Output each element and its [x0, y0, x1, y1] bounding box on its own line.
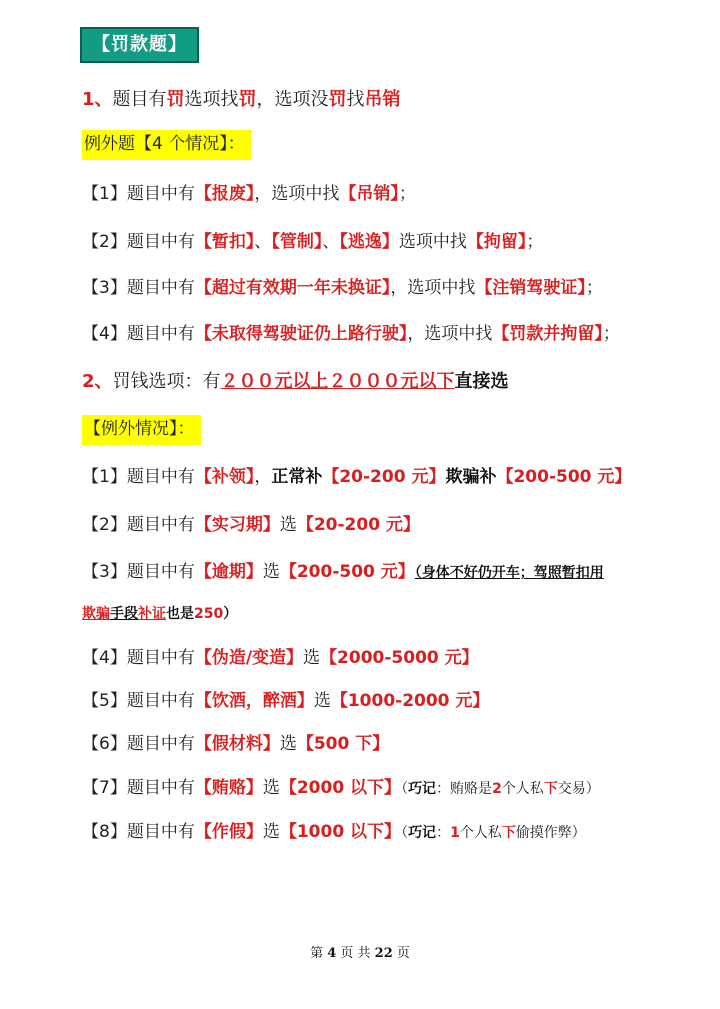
exception-2-1: 【1】题目中有【补领】，正常补【20-200 元】欺骗补【200-500 元】 — [82, 467, 632, 487]
exception-2-4: 【4】题目中有【伪造/变造】选【2000-5000 元】 — [82, 648, 479, 668]
total-pages: 22 — [374, 946, 393, 961]
page-footer: 第 4 页 共 22 页 — [310, 946, 410, 961]
exception-title-1: 例外题【4 个情况】： — [82, 129, 251, 154]
exception-1-2: 【2】题目中有【暂扣】、【管制】、【逃逸】选项中找【拘留】； — [82, 232, 544, 252]
exception-title-2: 【例外情况】： — [82, 414, 201, 439]
exception-2-5: 【5】题目中有【饮酒，醉酒】选【1000-2000 元】 — [82, 691, 490, 711]
exception-1-1: 【1】题目中有【报废】，选项中找【吊销】； — [82, 184, 416, 204]
exception-2-7: 【7】题目中有【贿赂】选【2000 以下】（巧记：贿赂是2个人私下交易） — [82, 778, 600, 798]
exception-2-8: 【8】题目中有【作假】选【1000 以下】（巧记：1个人私下偷摸作弊） — [82, 822, 586, 842]
exception-2-3-note: 欺骗手段补证也是250） — [82, 606, 238, 622]
rule-2: 2、罚钱选项：有２００元以上２０００元以下直接选 — [82, 371, 509, 392]
page-number: 4 — [327, 946, 337, 961]
exception-2-3: 【3】题目中有【逾期】选【200-500 元】（身体不好仍开车；驾照暂扣用 — [82, 562, 604, 582]
exception-2-2: 【2】题目中有【实习期】选【20-200 元】 — [82, 515, 420, 535]
exception-1-3: 【3】题目中有【超过有效期一年未换证】，选项中找【注销驾驶证】； — [82, 278, 603, 298]
rule-1: 1、题目有罚选项找罚，选项没罚找吊销 — [82, 89, 401, 110]
exception-2-6: 【6】题目中有【假材料】选【500 下】 — [82, 734, 390, 754]
exception-1-4: 【4】题目中有【未取得驾驶证仍上路行驶】，选项中找【罚款并拘留】； — [82, 324, 620, 344]
section-header: 【罚款题】 — [80, 27, 199, 63]
